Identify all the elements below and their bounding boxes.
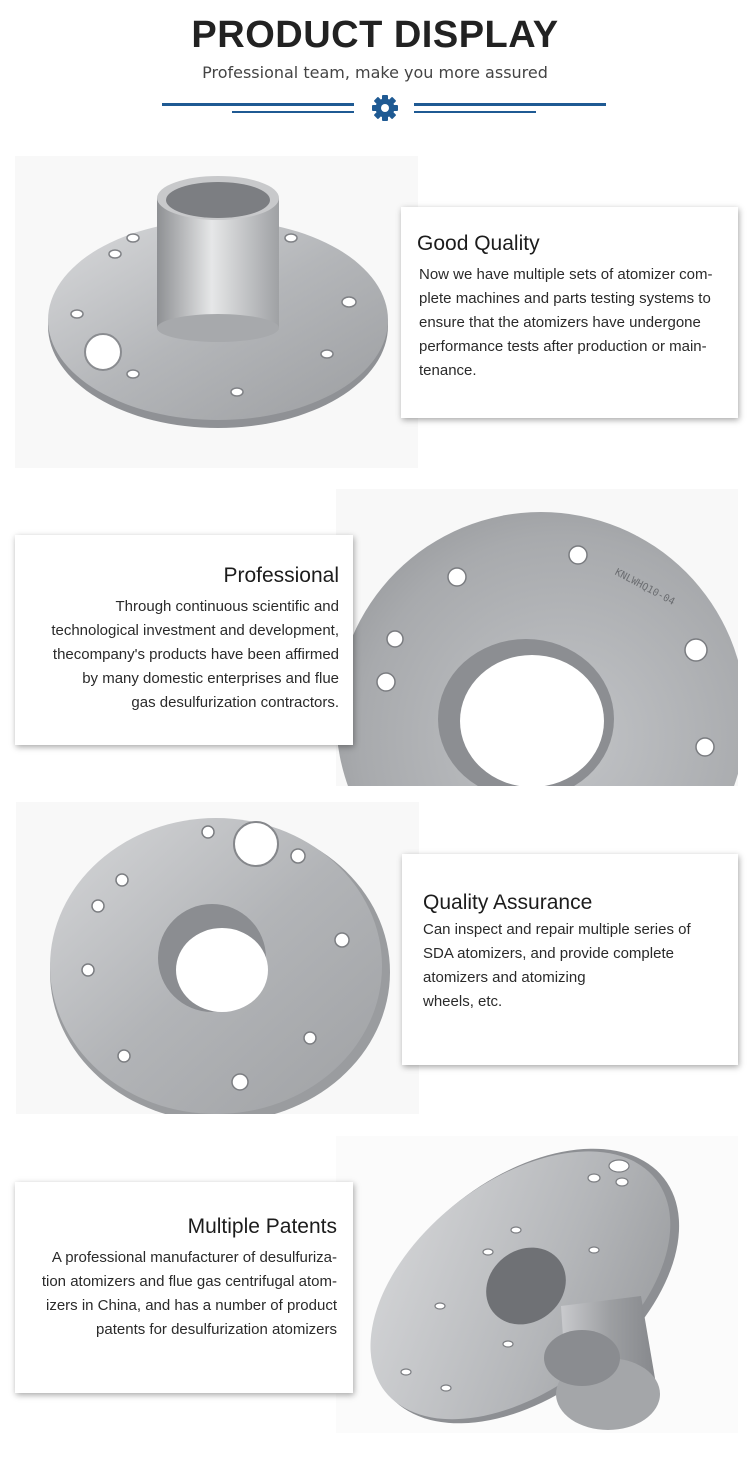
feature-card-professional: [15, 535, 353, 745]
product-marking: KNLWHQ10-04: [612, 567, 677, 608]
feature-text: Can inspect and repair multiple series of SDA atomizers, and provide complete atomizers and atomizing wheels, etc.: [423, 921, 691, 1010]
feature-text: Through continuous scientific and technological investment and development, thecompany's products have been affirmed by many domestic enterprises and flue gas desulfurization contractors.: [51, 598, 339, 711]
product-photo-1: [15, 156, 418, 468]
product-photo-3: [16, 802, 419, 1114]
feature-text: A professional manufacturer of desulfuriza- tion atomizers and flue gas centrifugal atom- izers in China, and has a number of product patents for desulfurization atomizers: [41, 1249, 337, 1338]
gear-icon: [372, 95, 398, 121]
feature-text: Now we have multiple sets of atomizer com- plete machines and parts testing systems to ensure that the atomizers have undergone performance tests after production or main- tenance.: [419, 266, 713, 379]
product-photo-4: [336, 1136, 738, 1433]
feature-title: Good Quality: [417, 232, 540, 255]
page-subtitle: Professional team, make you more assured: [202, 63, 548, 82]
feature-title: Quality Assurance: [423, 891, 593, 914]
feature-card-quality-assurance: [402, 854, 738, 1065]
feature-title: Professional: [223, 564, 339, 587]
feature-title: Multiple Patents: [187, 1215, 337, 1238]
product-photo-2: [336, 489, 738, 786]
feature-card-multiple-patents: [15, 1182, 353, 1393]
header-divider: [0, 92, 750, 122]
page-title: PRODUCT DISPLAY: [191, 14, 559, 56]
feature-card-good-quality: [401, 207, 738, 418]
